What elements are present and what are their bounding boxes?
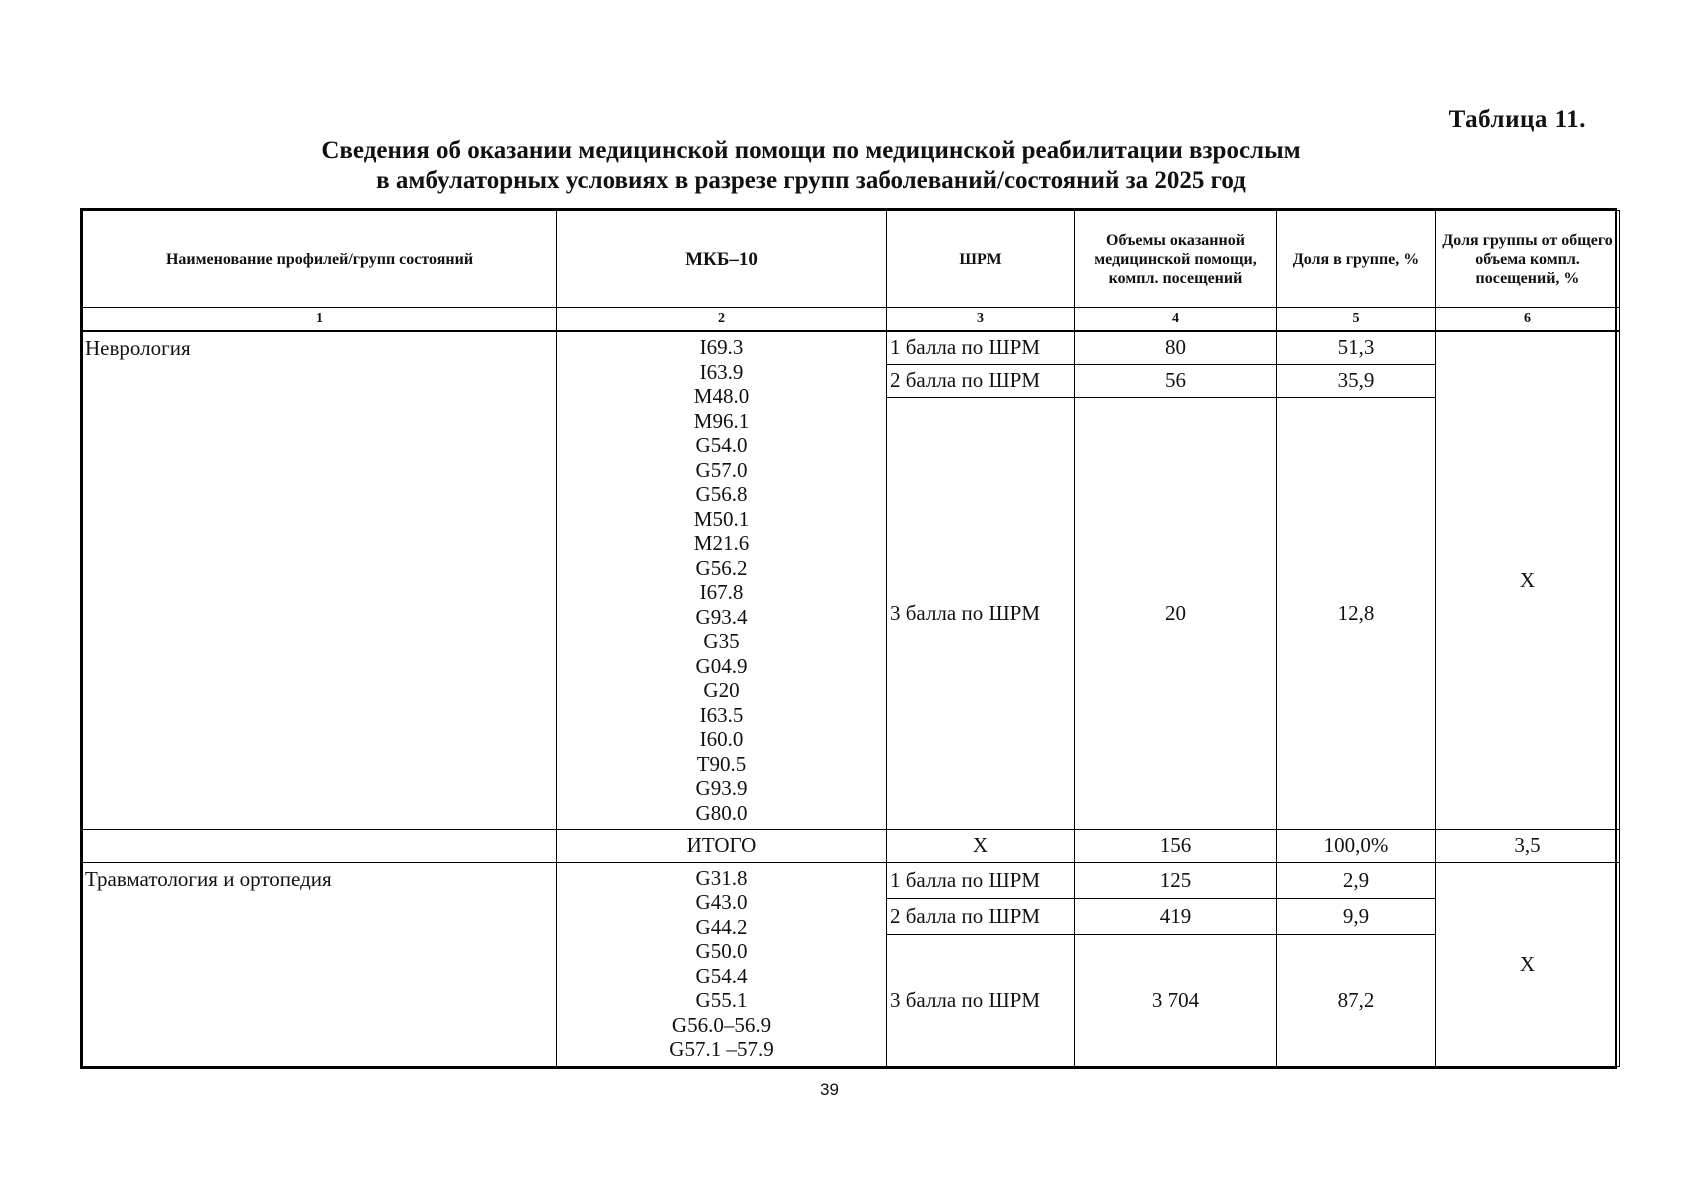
table-row <box>83 862 1620 898</box>
share-total-cell: X <box>1436 331 1620 829</box>
share-total-cell: X <box>1436 862 1620 1066</box>
header-name: Наименование профилей/групп состояний <box>83 211 557 308</box>
shrm-cell: 1 балла по ШРМ <box>887 862 1075 898</box>
group-name: Травматология и ортопедия <box>83 862 557 1066</box>
title-line-1: Сведения об оказании медицинской помощи по медицинской реабилитации взрослым <box>321 137 1301 164</box>
total-share: 100,0% <box>1277 829 1436 862</box>
total-shrm: X <box>887 829 1075 862</box>
rehab-table <box>80 208 1617 1069</box>
column-number: 4 <box>1075 308 1277 332</box>
total-label: ИТОГО <box>557 829 887 862</box>
shrm-cell: 1 балла по ШРМ <box>887 331 1075 364</box>
total-share-total: 3,5 <box>1436 829 1620 862</box>
column-number: 3 <box>887 308 1075 332</box>
total-volume: 156 <box>1075 829 1277 862</box>
share-cell: 87,2 <box>1277 934 1436 1066</box>
volume-cell: 419 <box>1075 898 1277 934</box>
column-number: 2 <box>557 308 887 332</box>
mkb-codes: G31.8 G43.0 G44.2 G50.0 G54.4 G55.1 G56.0–56.9 G57.1 –57.9 <box>557 862 887 1066</box>
share-cell: 9,9 <box>1277 898 1436 934</box>
share-cell: 51,3 <box>1277 331 1436 364</box>
share-cell: 35,9 <box>1277 364 1436 397</box>
volume-cell: 20 <box>1075 397 1277 829</box>
table-number: Таблица 11. <box>1448 106 1586 133</box>
page-number: 39 <box>820 1080 839 1099</box>
header-volume: Объемы оказанной медицинской помощи, компл. посещений <box>1075 211 1277 308</box>
header-shrm: ШРМ <box>887 211 1075 308</box>
mkb-codes: I69.3 I63.9 M48.0 M96.1 G54.0 G57.0 G56.8 M50.1 M21.6 G56.2 I67.8 G93.4 G35 G04.9 G20 I63.5 I60.0 T90.5 G93.9 G80.0 <box>557 331 887 829</box>
header-mkb: МКБ–10 <box>557 211 887 308</box>
shrm-cell: 3 балла по ШРМ <box>887 397 1075 829</box>
header-row <box>83 211 1620 308</box>
header-share-total: Доля группы от общего объема компл. посещений, % <box>1436 211 1620 308</box>
group-name: Неврология <box>83 331 557 829</box>
volume-cell: 125 <box>1075 862 1277 898</box>
group-name-empty <box>83 829 557 862</box>
table-row <box>83 331 1620 364</box>
share-cell: 2,9 <box>1277 862 1436 898</box>
column-number: 5 <box>1277 308 1436 332</box>
title-line-2: в амбулаторных условиях в разрезе групп заболеваний/состояний за 2025 год <box>376 167 1246 194</box>
volume-cell: 3 704 <box>1075 934 1277 1066</box>
table-title <box>0 136 1692 196</box>
column-number-row <box>83 308 1620 332</box>
total-row <box>83 829 1620 862</box>
shrm-cell: 2 балла по ШРМ <box>887 364 1075 397</box>
column-number: 1 <box>83 308 557 332</box>
shrm-cell: 3 балла по ШРМ <box>887 934 1075 1066</box>
volume-cell: 80 <box>1075 331 1277 364</box>
volume-cell: 56 <box>1075 364 1277 397</box>
shrm-cell: 2 балла по ШРМ <box>887 898 1075 934</box>
share-cell: 12,8 <box>1277 397 1436 829</box>
header-share-group: Доля в группе, % <box>1277 211 1436 308</box>
column-number: 6 <box>1436 308 1620 332</box>
